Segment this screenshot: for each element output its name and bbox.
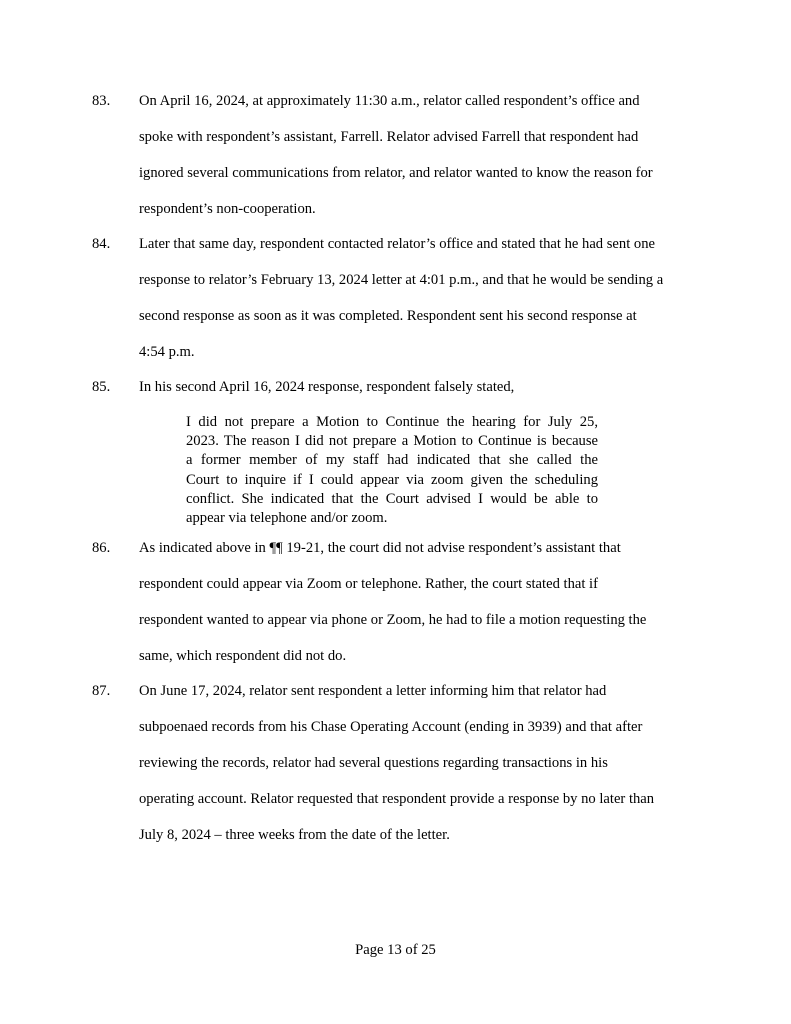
paragraph-line: response to relator’s February 13, 2024 letter at 4:01 p.m., and that he would be sending a [139, 272, 664, 288]
paragraph-number: 83. [92, 93, 111, 109]
quote-line: appear via telephone and/or zoom. [186, 509, 388, 526]
quote-line: a former member of my staff had indicated that she called the [186, 452, 598, 469]
paragraph-line: second response as soon as it was completed. Respondent sent his second response at [139, 308, 637, 324]
paragraph-line: 4:54 p.m. [139, 344, 195, 360]
paragraph-line: In his second April 16, 2024 response, respondent falsely stated, [139, 379, 515, 395]
paragraph-number: 87. [92, 683, 111, 699]
paragraph-number: 84. [92, 236, 111, 252]
paragraph-line: ignored several communications from relator, and relator wanted to know the reason for [139, 165, 653, 181]
paragraph-line: same, which respondent did not do. [139, 648, 347, 664]
page-number-footer: Page 13 of 25 [355, 942, 436, 958]
block-quote [186, 413, 598, 528]
paragraph-number: 86. [92, 540, 111, 556]
paragraph-line: respondent wanted to appear via phone or Zoom, he had to file a motion requesting the [139, 612, 647, 628]
paragraph-line: On June 17, 2024, relator sent respondent a letter informing him that relator had [139, 683, 607, 699]
paragraph-number: 85. [92, 379, 111, 395]
paragraph-line: As indicated above in ¶¶ 19-21, the court did not advise respondent’s assistant that [139, 540, 621, 556]
paragraph-line: respondent’s non-cooperation. [139, 201, 316, 217]
paragraph-line: respondent could appear via Zoom or telephone. Rather, the court stated that if [139, 576, 598, 592]
paragraph-line: Later that same day, respondent contacted relator’s office and stated that he had sent one [139, 236, 655, 252]
paragraph-line: subpoenaed records from his Chase Operating Account (ending in 3939) and that after [139, 719, 643, 735]
paragraph-line: spoke with respondent’s assistant, Farrell. Relator advised Farrell that respondent had [139, 129, 639, 145]
paragraph-line: operating account. Relator requested that respondent provide a response by no later than [139, 791, 655, 807]
quote-line: I did not prepare a Motion to Continue the hearing for July 25, [186, 414, 598, 430]
quote-line: Court to inquire if I could appear via zoom given the scheduling [186, 471, 598, 488]
paragraph-line: July 8, 2024 – three weeks from the date of the letter. [139, 827, 450, 843]
quote-line: 2023. The reason I did not prepare a Motion to Continue is because [186, 433, 598, 450]
quote-line: conflict. She indicated that the Court advised I would be able to [186, 490, 598, 507]
paragraph-line: reviewing the records, relator had several questions regarding transactions in his [139, 755, 608, 771]
paragraph-line: On April 16, 2024, at approximately 11:30 a.m., relator called respondent’s office and [139, 93, 640, 109]
